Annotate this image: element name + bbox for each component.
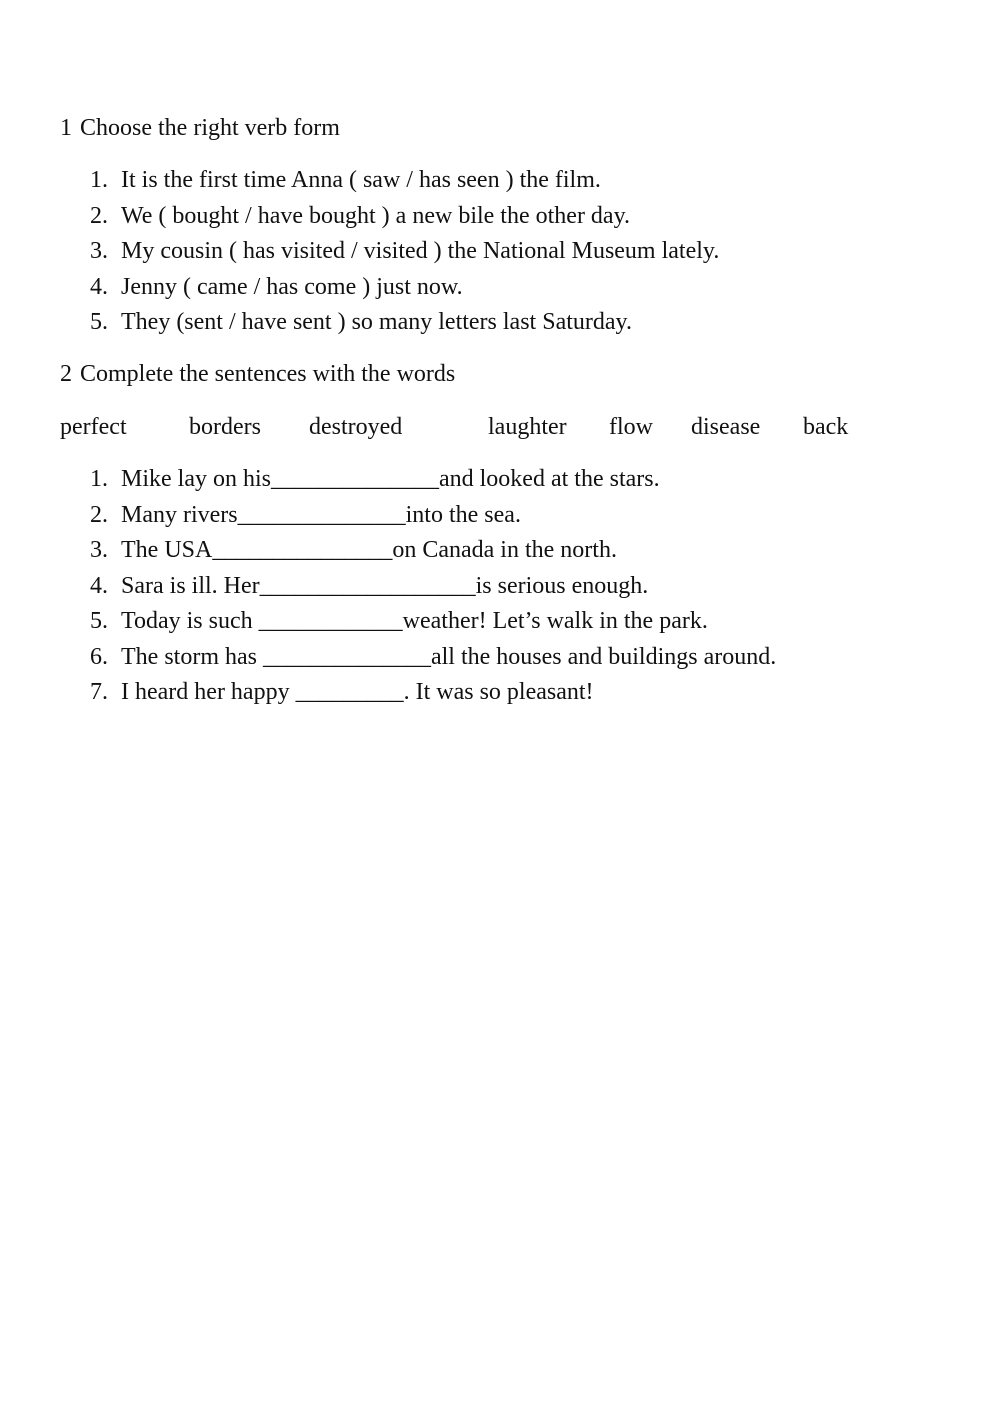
list-item (90, 236, 719, 272)
list-item (90, 272, 719, 308)
list-item (90, 201, 719, 237)
section-1-list (90, 165, 719, 343)
item-text: The storm has ______________all the houses and buildings around. (121, 643, 777, 670)
item-text: I heard her happy _________. It was so pleasant! (121, 679, 594, 705)
list-item (90, 677, 776, 713)
section-1-number: 1 (60, 115, 72, 141)
item-number: 1. (90, 466, 108, 492)
list-item (90, 165, 719, 201)
word-bank-item: disease (691, 414, 761, 440)
item-number: 4. (90, 572, 108, 599)
item-text: They (sent / have sent ) so many letters last Saturday. (121, 309, 632, 335)
section-2-title (60, 359, 455, 389)
item-number: 2. (90, 202, 108, 229)
list-item (90, 307, 719, 343)
item-number: 3. (90, 238, 108, 264)
item-text: Many rivers______________into the sea. (121, 501, 521, 528)
item-text: It is the first time Anna ( saw / has seen ) the film. (121, 167, 601, 193)
list-item (90, 500, 776, 536)
word-bank-item: borders (189, 414, 261, 440)
item-number: 3. (90, 537, 108, 563)
item-text: We ( bought / have bought ) a new bile the other day. (121, 202, 631, 229)
word-bank-item: perfect (60, 414, 127, 440)
section-2-number: 2 (60, 361, 72, 387)
item-number: 1. (90, 167, 108, 193)
list-item (90, 571, 776, 607)
item-text: Today is such ____________weather! Let’s walk in the park. (121, 608, 708, 634)
section-1-title (60, 113, 340, 143)
section-1-title-text: Choose the right verb form (80, 115, 340, 141)
item-text: Jenny ( came / has come ) just now. (121, 273, 463, 300)
word-bank-item: back (803, 414, 849, 440)
item-number: 2. (90, 501, 108, 528)
word-bank (60, 412, 880, 442)
section-2-title-text: Complete the sentences with the words (80, 361, 456, 387)
item-text: The USA_______________on Canada in the north. (121, 537, 617, 563)
item-number: 5. (90, 608, 108, 634)
item-text: My cousin ( has visited / visited ) the National Museum lately. (121, 238, 720, 264)
word-bank-item: laughter (488, 414, 567, 440)
list-item (90, 464, 776, 500)
item-number: 4. (90, 273, 108, 300)
item-number: 5. (90, 309, 108, 335)
list-item (90, 606, 776, 642)
list-item (90, 642, 776, 678)
word-bank-item: flow (609, 414, 653, 440)
item-text: Sara is ill. Her__________________is serious enough. (121, 572, 649, 599)
item-text: Mike lay on his______________and looked at the stars. (121, 466, 660, 492)
word-bank-item: destroyed (309, 414, 403, 440)
section-2-list (90, 464, 776, 713)
list-item (90, 535, 776, 571)
item-number: 7. (90, 679, 108, 705)
item-number: 6. (90, 643, 108, 670)
